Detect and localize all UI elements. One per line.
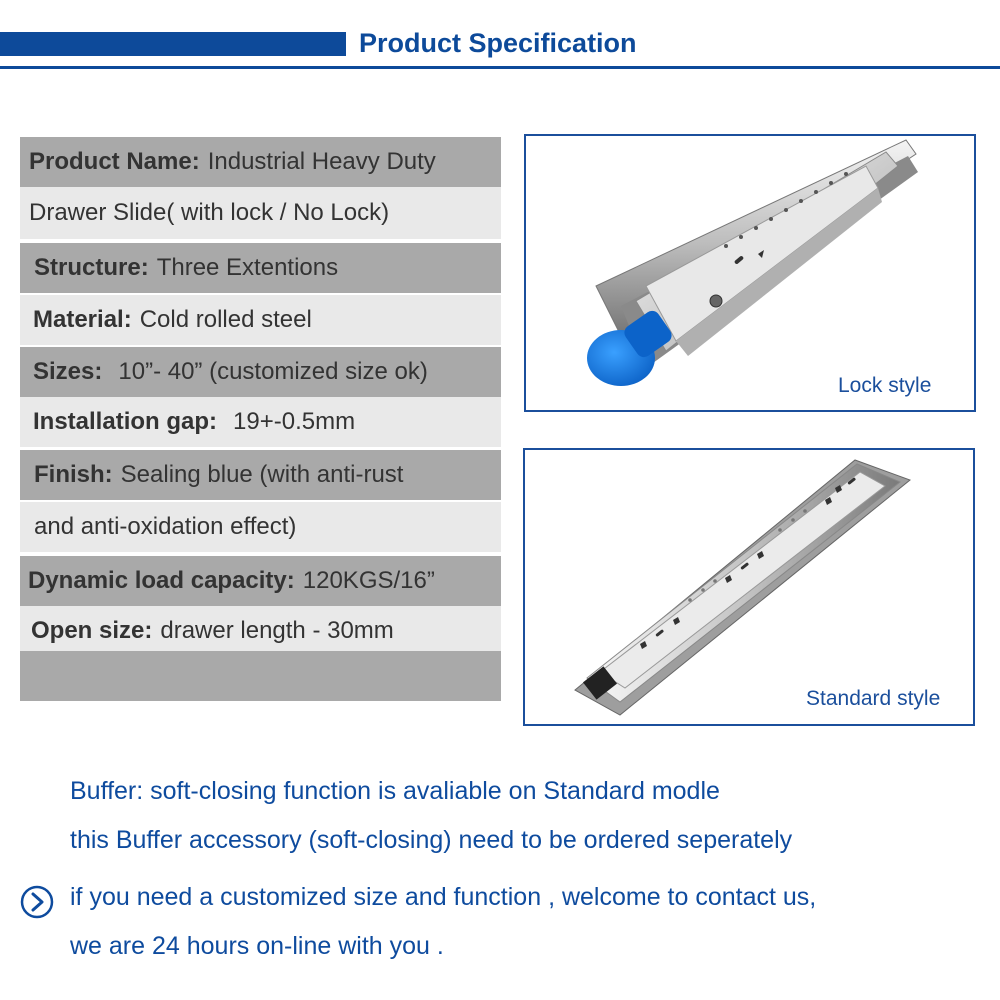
spec-row-material xyxy=(20,295,501,345)
circle-arrow-icon xyxy=(20,885,54,919)
note-online: we are 24 hours on-line with you . xyxy=(70,932,444,960)
spec-value: Industrial Heavy Duty xyxy=(207,148,436,175)
spec-row-load-capacity xyxy=(20,556,501,606)
spec-label: Sizes: xyxy=(33,358,103,385)
spec-value: Cold rolled steel xyxy=(139,306,312,333)
standard-style-caption: Standard style xyxy=(806,687,941,710)
spec-row-product-name-cont xyxy=(20,187,501,239)
spec-label: Finish: xyxy=(34,461,113,488)
spec-value: and anti-oxidation effect) xyxy=(34,513,297,540)
spec-label: Structure: xyxy=(34,254,149,281)
standard-style-image xyxy=(523,448,975,726)
header-underline xyxy=(0,66,1000,69)
spec-row-finish-cont xyxy=(20,502,501,552)
note-contact: if you need a customized size and function , welcome to contact us, xyxy=(70,883,817,911)
spec-row-empty xyxy=(20,651,501,701)
note-buffer: Buffer: soft-closing function is avaliable on Standard modle xyxy=(70,777,720,805)
spec-value: 120KGS/16” xyxy=(302,567,435,594)
spec-label: Open size: xyxy=(31,617,153,644)
spec-value: Sealing blue (with anti-rust xyxy=(120,461,404,488)
spec-value: drawer length - 30mm xyxy=(160,617,394,644)
standard-slide-illustration xyxy=(525,450,973,724)
lock-style-caption: Lock style xyxy=(838,374,932,397)
spec-row-sizes xyxy=(20,347,501,397)
spec-row-structure xyxy=(20,243,501,293)
note-buffer-order: this Buffer accessory (soft-closing) need to be ordered seperately xyxy=(70,826,793,854)
spec-value: 19+-0.5mm xyxy=(233,408,356,435)
spec-row-installation-gap xyxy=(20,397,501,447)
spec-row-product-name xyxy=(20,137,501,187)
header-accent-bar xyxy=(0,32,346,56)
lock-style-image xyxy=(524,134,976,412)
spec-value: Three Extentions xyxy=(156,254,339,281)
spec-label: Product Name: xyxy=(29,148,200,175)
spec-table xyxy=(20,137,501,701)
spec-row-finish xyxy=(20,450,501,500)
spec-label: Installation gap: xyxy=(33,408,218,435)
lock-slide-illustration xyxy=(526,136,974,410)
spec-row-open-size xyxy=(20,606,501,656)
spec-value: 10”- 40” (customized size ok) xyxy=(118,358,428,385)
spec-value: Drawer Slide( with lock / No Lock) xyxy=(29,199,390,226)
spec-label: Material: xyxy=(33,306,132,333)
spec-label: Dynamic load capacity: xyxy=(28,567,295,594)
page-title: Product Specification xyxy=(359,28,637,58)
